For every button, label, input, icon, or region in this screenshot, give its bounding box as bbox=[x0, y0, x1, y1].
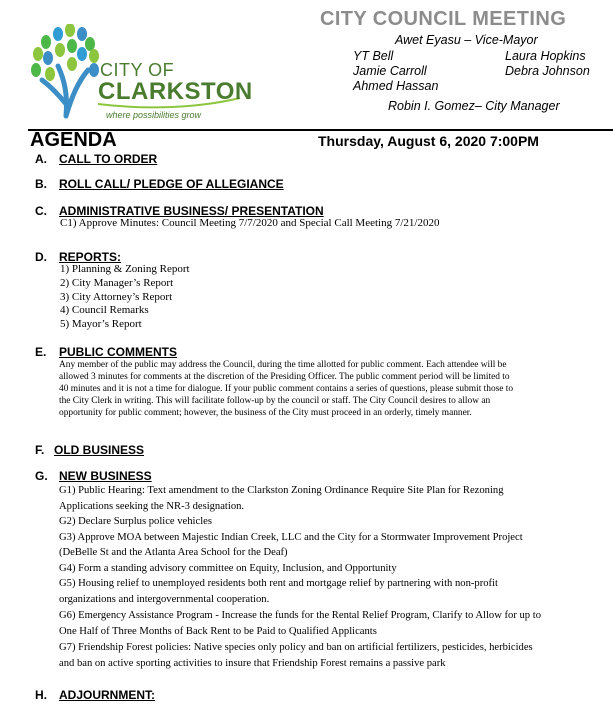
section-letter: A. bbox=[35, 152, 47, 166]
agenda-item: 2) City Manager’s Report bbox=[60, 277, 174, 289]
section-letter: B. bbox=[35, 177, 47, 191]
council-member: Debra Johnson bbox=[505, 64, 590, 78]
council-member: YT Bell bbox=[353, 49, 394, 63]
section-letter: E. bbox=[35, 345, 47, 359]
section-letter: F. bbox=[35, 443, 45, 457]
section-letter: G. bbox=[35, 469, 48, 483]
agenda-item: One Half of Three Months of Back Rent to be Paid to Qualified Applicants bbox=[59, 626, 377, 637]
agenda-item: 3) City Attorney’s Report bbox=[60, 291, 173, 303]
council-member: Jamie Carroll bbox=[353, 64, 427, 78]
section-letter: C. bbox=[35, 204, 47, 218]
council-member: Laura Hopkins bbox=[505, 49, 586, 63]
section-heading-call-to-order: CALL TO ORDER bbox=[59, 152, 158, 166]
agenda-item: G3) Approve MOA between Majestic Indian Creek, LLC and the City for a Stormwater Improvement Project bbox=[59, 532, 523, 543]
section-heading-new-business: NEW BUSINESS bbox=[59, 469, 152, 483]
agenda-item: and ban on active sporting activities to insure that Friendship Forest remains a passive park bbox=[59, 658, 446, 669]
section-heading-reports: REPORTS: bbox=[59, 250, 122, 264]
meeting-title: CITY COUNCIL MEETING bbox=[320, 8, 567, 30]
agenda-item: G7) Friendship Forest policies: Native species only policy and ban on artificial fertilizers, pesticides, herbicides bbox=[59, 642, 533, 653]
public-comment-text: Any member of the public may address the Council, during the time allotted for public comment. Each attendee will be bbox=[59, 360, 507, 370]
agenda-item: G1) Public Hearing: Text amendment to the Clarkston Zoning Ordinance Require Site Plan for Rezoning bbox=[59, 485, 504, 496]
section-letter: H. bbox=[35, 688, 47, 702]
section-letter: D. bbox=[35, 250, 47, 264]
public-comment-text: opportunity for public comment; however, the business of the City must proceed in an orderly, timely manner. bbox=[59, 408, 472, 418]
agenda-item: G2) Declare Surplus police vehicles bbox=[59, 516, 212, 527]
agenda-item: G5) Housing relief to unemployed residents both rent and mortgage relief by partnering with non-profit bbox=[59, 578, 498, 589]
agenda-title: AGENDA bbox=[30, 129, 117, 151]
agenda-item: G6) Emergency Assistance Program - Increase the funds for the Rental Relief Program, Clarify to Allow for up to bbox=[59, 610, 541, 621]
agenda-item: C1) Approve Minutes: Council Meeting 7/7/2020 and Special Call Meeting 7/21/2020 bbox=[60, 217, 440, 229]
council-member: Ahmed Hassan bbox=[353, 79, 439, 93]
agenda-item: 5) Mayor’s Report bbox=[60, 318, 142, 330]
agenda-item: (DeBelle St and the Atlanta Area School for the Deaf) bbox=[59, 547, 288, 558]
logo-city-of-text: CITY OF bbox=[100, 60, 175, 80]
section-heading-public-comments: PUBLIC COMMENTS bbox=[59, 345, 177, 359]
section-heading-old-business: OLD BUSINESS bbox=[54, 443, 145, 457]
city-manager-line: Robin I. Gomez– City Manager bbox=[388, 99, 560, 113]
public-comment-text: the City Clerk in writing. This will facilitate follow-up by the council or staff. The City Council desires to allow an bbox=[59, 396, 491, 406]
logo-clarkston-text: CLARKSTON bbox=[98, 78, 253, 105]
agenda-item: G4) Form a standing advisory committee on Equity, Inclusion, and Opportunity bbox=[59, 563, 397, 574]
vice-mayor-line: Awet Eyasu – Vice-Mayor bbox=[395, 33, 538, 47]
agenda-item: 1) Planning & Zoning Report bbox=[60, 263, 190, 275]
section-heading-adjournment: ADJOURNMENT: bbox=[59, 688, 155, 702]
public-comment-text: 40 minutes and it is not a time for dialogue. If your public comment contains a series of questions, please submit those to bbox=[59, 384, 514, 394]
agenda-item: Applications seeking the NR-3 designation. bbox=[59, 501, 245, 512]
meeting-date: Thursday, August 6, 2020 7:00PM bbox=[318, 133, 539, 149]
section-heading-roll-call: ROLL CALL/ PLEDGE OF ALLEGIANCE bbox=[59, 177, 284, 191]
section-heading-administrative: ADMINISTRATIVE BUSINESS/ PRESENTATION bbox=[59, 204, 324, 218]
agenda-item: organizations and intergovernmental cooperation. bbox=[59, 594, 270, 605]
agenda-item: 4) Council Remarks bbox=[60, 304, 149, 316]
logo-tagline: where possibilities grow bbox=[106, 110, 202, 120]
public-comment-text: allowed 3 minutes for comments at the discretion of the Presiding Officer. The public comment period will be limited to bbox=[59, 372, 510, 382]
